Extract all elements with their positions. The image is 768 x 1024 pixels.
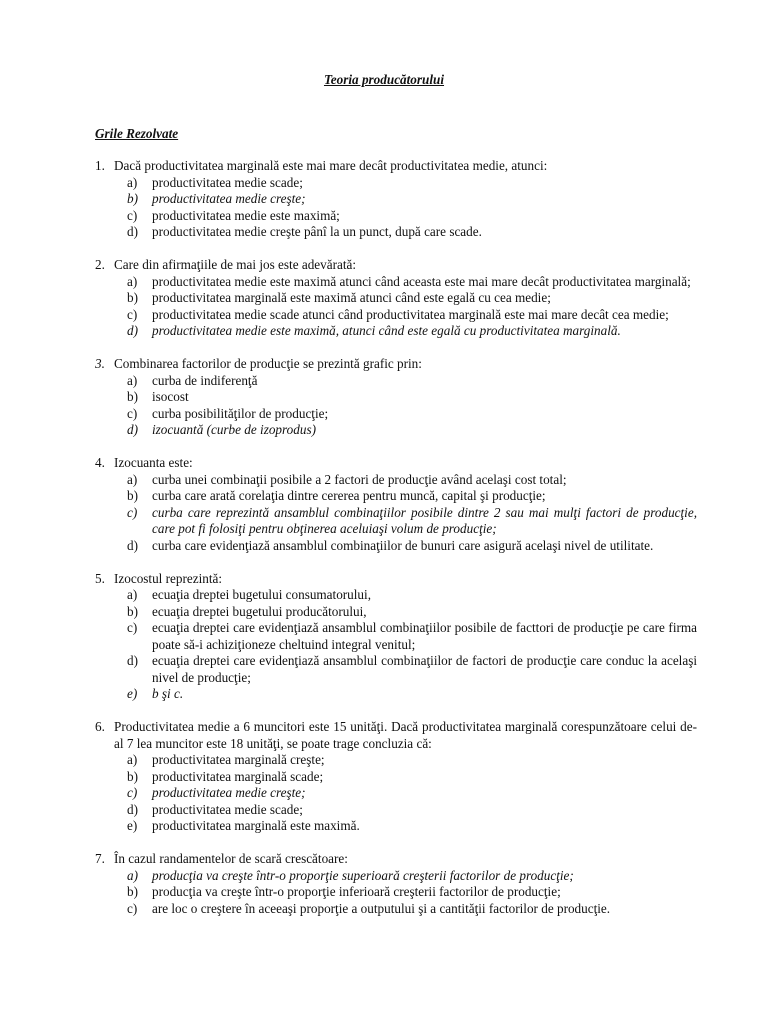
answer-option-correct	[127, 868, 697, 885]
answer-option	[127, 389, 697, 406]
question-number: 5.	[95, 570, 105, 586]
question-number: 3.	[95, 356, 105, 371]
answer-option-correct	[127, 191, 697, 208]
option-text: productivitatea medie este maximă;	[152, 207, 340, 223]
option-letter: d)	[127, 653, 138, 668]
option-text: curba care evidenţiază ansamblul combinaţiilor de bunuri care asigură acelaşi nivel de utilitate.	[152, 537, 654, 553]
answer-option	[127, 373, 697, 390]
option-text: ecuaţia dreptei care evidenţiază ansamblul combinaţiilor posibile de facttori de producţie pe care firma poate să-i achiziţioneze cheltuind integral venitul;	[152, 620, 697, 652]
option-letter: b)	[127, 488, 138, 503]
option-text: are loc o creştere în aceeaşi proporţie a outputului şi a cantităţii factorilor de producţie.	[152, 900, 611, 916]
question-number: 2.	[95, 257, 105, 272]
option-letter: b)	[127, 290, 138, 305]
answer-option	[127, 224, 697, 241]
answer-option-correct	[127, 323, 697, 340]
answer-option-correct	[127, 422, 697, 439]
question-stem	[95, 158, 697, 175]
option-letter: c)	[127, 306, 138, 322]
question-number: 7.	[95, 851, 105, 866]
option-letter: b)	[127, 884, 138, 899]
option-text: curba care reprezintă ansamblul combinaţiilor posibile dintre 2 sau mai mulţi factori de producţie, care pot fi folosiţi pentru obţinerea aceluiaşi volum de producţie;	[152, 504, 697, 536]
option-list	[127, 373, 697, 439]
question-text: În cazul randamentelor de scară crescătoare:	[114, 851, 348, 866]
option-letter: c)	[127, 900, 138, 916]
option-text: ecuaţia dreptei bugetului producătorului,	[152, 603, 367, 619]
option-text: productivitatea medie scade;	[152, 801, 303, 817]
option-text: ecuaţia dreptei care evidenţiază ansamblul combinaţiilor de factori de producţie care conduc la acelaşi nivel de producţie;	[152, 653, 697, 685]
answer-option-correct	[127, 505, 697, 538]
question-number: 1.	[95, 158, 105, 173]
option-letter: a)	[127, 867, 138, 883]
option-text: producţia va creşte într-o proporţie superioară creşterii factorilor de producţie;	[152, 867, 574, 883]
question-stem	[95, 356, 697, 373]
answer-option	[127, 406, 697, 423]
option-text: curba unei combinaţii posibile a 2 factori de producţie având acelaşi cost total;	[152, 471, 567, 487]
option-text: curba care arată corelaţia dintre cererea pentru muncă, capital şi producţie;	[152, 488, 546, 503]
question-4	[95, 455, 697, 554]
option-letter: a)	[127, 752, 138, 767]
page-title: Teoria producătorului	[323, 72, 445, 87]
question-2	[95, 257, 697, 340]
option-letter: e)	[127, 686, 138, 701]
option-letter: c)	[127, 207, 138, 223]
option-text: productivitatea medie creşte;	[152, 785, 306, 800]
question-6	[95, 719, 697, 835]
option-letter: a)	[127, 174, 138, 190]
option-text: productivitatea marginală creşte;	[152, 752, 325, 767]
option-text: izocuantă (curbe de izoprodus)	[152, 422, 316, 437]
question-text: Dacă productivitatea marginală este mai mare decât productivitatea medie, atunci:	[114, 158, 548, 173]
option-letter: b)	[127, 603, 138, 619]
option-letter: c)	[127, 504, 138, 520]
option-list	[127, 274, 697, 340]
answer-option	[127, 488, 697, 505]
option-letter: d)	[127, 537, 138, 553]
question-stem	[95, 571, 697, 588]
option-list	[127, 175, 697, 241]
answer-option	[127, 604, 697, 621]
answer-option-correct	[127, 785, 697, 802]
question-1	[95, 158, 697, 241]
option-letter: c)	[127, 785, 138, 800]
question-number: 4.	[95, 455, 105, 470]
option-list	[127, 472, 697, 555]
option-text: productivitatea medie este maximă atunci când aceasta este mai mare decât productivitatea marginală;	[152, 273, 691, 289]
question-stem	[95, 257, 697, 274]
answer-option	[127, 538, 697, 555]
option-text: productivitatea marginală este maximă.	[152, 818, 360, 833]
question-stem	[95, 851, 697, 868]
option-letter: e)	[127, 818, 138, 833]
answer-option	[127, 274, 697, 291]
answer-option	[127, 884, 697, 901]
answer-option-correct	[127, 686, 697, 703]
option-text: productivitatea medie creşte;	[152, 191, 306, 206]
option-text: productivitatea marginală scade;	[152, 768, 324, 784]
option-text: productivitatea medie este maximă, atunci când este egală cu productivitatea marginală.	[152, 323, 621, 338]
option-list	[127, 752, 697, 835]
option-letter: d)	[127, 801, 138, 817]
question-5	[95, 571, 697, 703]
answer-option	[127, 620, 697, 653]
question-3	[95, 356, 697, 439]
question-text: Productivitatea medie a 6 muncitori este 15 unităţi. Dacă productivitatea marginală corespunzătoare celui de-al 7 lea muncitor este 18 unităţi, se poate trage concluzia că:	[114, 719, 697, 751]
answer-option	[127, 653, 697, 686]
option-letter: d)	[127, 422, 138, 437]
question-number: 6.	[95, 719, 105, 734]
answer-option	[127, 307, 697, 324]
option-text: productivitatea medie scade atunci când productivitatea marginală este mai mare decât cea medie;	[152, 306, 669, 322]
question-text: Izocostul reprezintă:	[114, 570, 223, 586]
question-text: Combinarea factorilor de producţie se prezintă grafic prin:	[114, 356, 422, 371]
answer-option	[127, 208, 697, 225]
option-text: ecuaţia dreptei bugetului consumatorului,	[152, 587, 371, 602]
option-letter: b)	[127, 768, 138, 784]
answer-option	[127, 175, 697, 192]
question-list	[95, 158, 697, 934]
answer-option	[127, 818, 697, 835]
question-stem	[95, 455, 697, 472]
option-letter: a)	[127, 587, 138, 602]
option-letter: d)	[127, 323, 138, 338]
answer-option	[127, 769, 697, 786]
option-text: productivitatea marginală este maximă atunci când este egală cu cea medie;	[152, 290, 551, 305]
option-letter: a)	[127, 471, 138, 487]
question-text: Izocuanta este:	[114, 455, 193, 470]
question-7	[95, 851, 697, 917]
option-text: b şi c.	[152, 686, 184, 701]
answer-option	[127, 587, 697, 604]
option-letter: c)	[127, 620, 138, 635]
option-letter: b)	[127, 389, 138, 404]
option-list	[127, 587, 697, 703]
answer-option	[127, 901, 697, 918]
option-text: curba de indiferenţă	[152, 372, 258, 388]
option-letter: a)	[127, 372, 138, 388]
option-letter: a)	[127, 273, 138, 289]
answer-option	[127, 752, 697, 769]
answer-option	[127, 802, 697, 819]
section-title: Grile Rezolvate	[95, 126, 179, 141]
option-text: producţia va creşte într-o proporţie inferioară creşterii factorilor de producţie;	[152, 884, 561, 899]
option-text: curba posibilităţilor de producţie;	[152, 405, 329, 421]
option-letter: b)	[127, 191, 138, 206]
question-stem	[95, 719, 697, 752]
question-text: Care din afirmaţiile de mai jos este adevărată:	[114, 257, 357, 272]
option-text: productivitatea medie scade;	[152, 174, 303, 190]
option-letter: d)	[127, 224, 138, 239]
answer-option	[127, 290, 697, 307]
option-list	[127, 868, 697, 918]
option-letter: c)	[127, 405, 138, 421]
option-text: productivitatea medie creşte pânî la un punct, după care scade.	[152, 224, 482, 239]
option-text: isocost	[152, 389, 189, 404]
answer-option	[127, 472, 697, 489]
